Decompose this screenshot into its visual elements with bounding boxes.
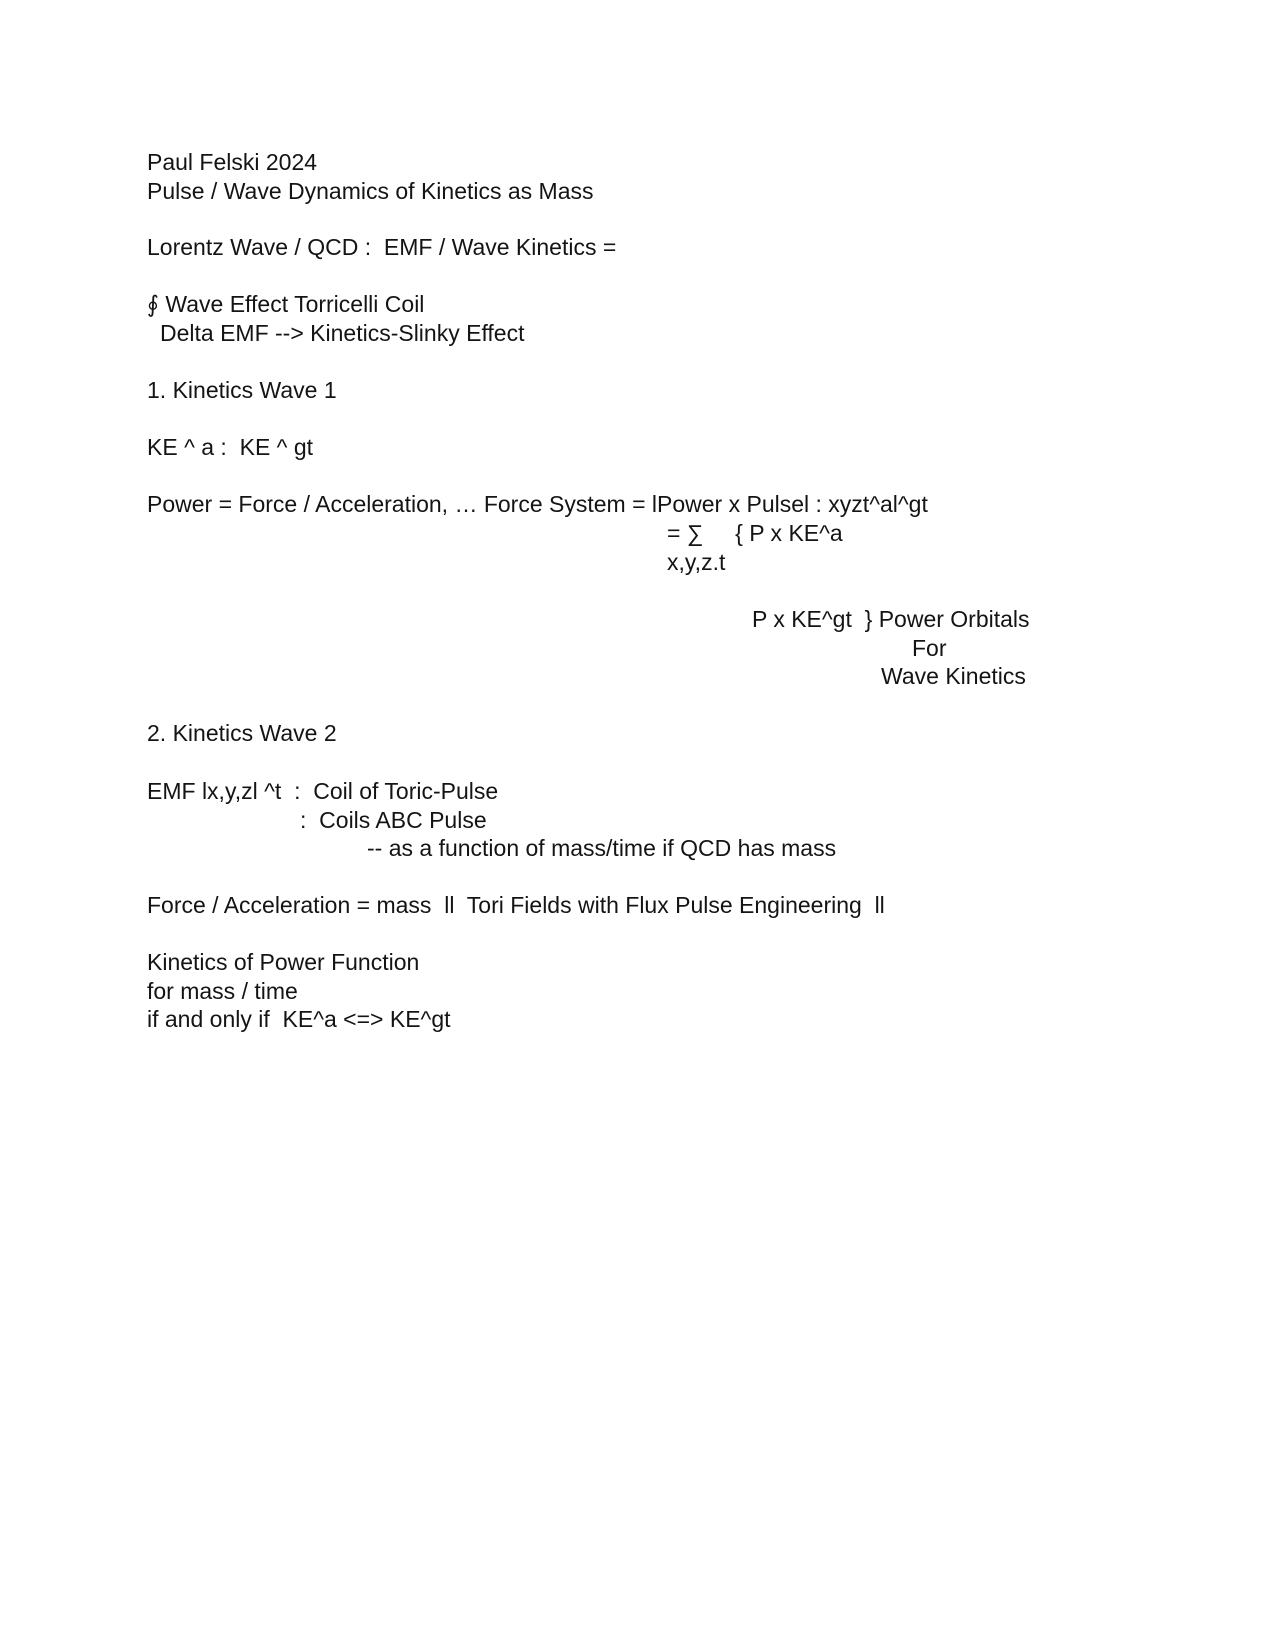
document-title: Pulse / Wave Dynamics of Kinetics as Mass <box>147 178 594 204</box>
orbital-line: P x KE^gt } Power Orbitals <box>752 606 1030 632</box>
coils-line: : Coils ABC Pulse <box>300 807 487 833</box>
kinetics-power-line: Kinetics of Power Function <box>147 949 420 975</box>
sum-subscript: x,y,z.t <box>667 549 726 575</box>
function-line: -- as a function of mass/time if QCD has mass <box>367 835 837 861</box>
author-year: Paul Felski 2024 <box>147 149 318 175</box>
wave-kinetics-line: Wave Kinetics <box>881 663 1026 689</box>
delta-line: Delta EMF --> Kinetics-Slinky Effect <box>160 320 525 346</box>
emf-line: EMF lx,y,zl ^t : Coil of Toric-Pulse <box>147 778 499 804</box>
force-line: Force / Acceleration = mass ll Tori Fields with Flux Pulse Engineering ll <box>147 892 885 918</box>
section1-heading: 1. Kinetics Wave 1 <box>147 377 337 403</box>
sum-line: = ∑ { P x KE^a <box>667 520 843 546</box>
coil-line: ∮ Wave Effect Torricelli Coil <box>147 291 425 317</box>
iff-line: if and only if KE^a <=> KE^gt <box>147 1006 451 1032</box>
ke-line: KE ^ a : KE ^ gt <box>147 434 314 460</box>
intro-equation: Lorentz Wave / QCD : EMF / Wave Kinetics = <box>147 234 617 260</box>
for-line: For <box>912 635 947 661</box>
power-line: Power = Force / Acceleration, … Force System = lPower x Pulsel : xyzt^al^gt <box>147 491 928 517</box>
section2-heading: 2. Kinetics Wave 2 <box>147 720 337 746</box>
mass-time-line: for mass / time <box>147 978 298 1004</box>
